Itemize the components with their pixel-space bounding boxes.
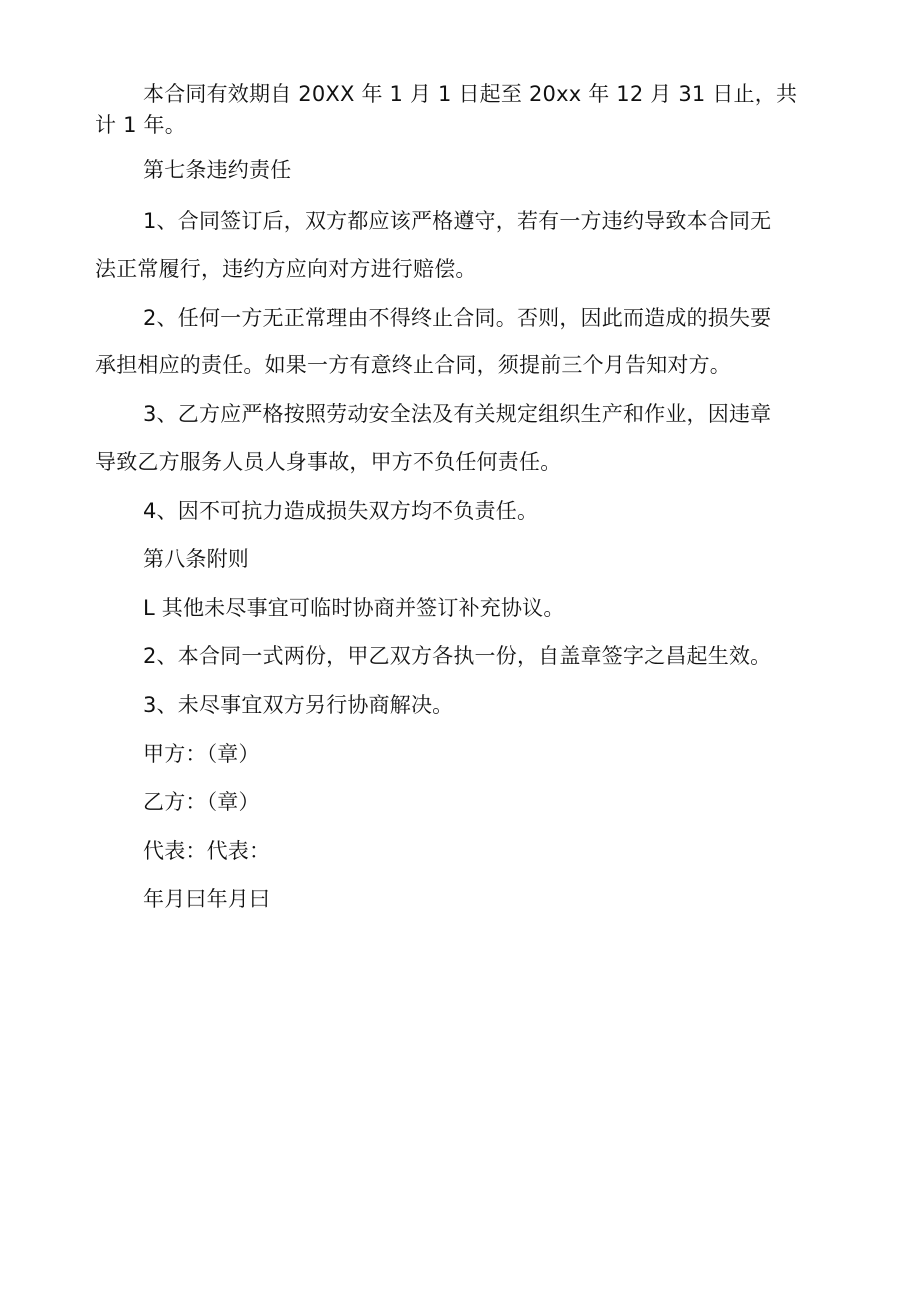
article-7-heading: 第七条违约责任 — [143, 158, 292, 182]
clause-7-1-line-2: 法正常履行，违约方应向对方进行赔偿。 — [95, 257, 477, 281]
clause-8-2: 2、本合同一式两份，甲乙双方各执一份，自盖章签字之昌起生效。 — [143, 644, 772, 668]
clause-7-1-line-1: 1、合同签订后，双方都应该严格遵守，若有一方违约导致本合同无 — [143, 209, 772, 233]
clause-7-4: 4、因不可抗力造成损失双方均不负责任。 — [143, 499, 539, 523]
clause-8-1: L 其他未尽事宜可临时协商并签订补充协议。 — [143, 596, 565, 620]
clause-7-3-line-1: 3、乙方应严格按照劳动安全法及有关规定组织生产和作业，因违章 — [143, 402, 772, 426]
clause-7-2-line-1: 2、任何一方无正常理由不得终止合同。否则，因此而造成的损失要 — [143, 306, 772, 330]
validity-line-2: 计 1 年。 — [95, 113, 186, 137]
representative-line: 代表：代表： — [143, 839, 271, 863]
party-a-seal-line: 甲方：（章） — [143, 742, 260, 766]
date-line: 年月曰年月曰 — [143, 887, 271, 911]
clause-7-2-line-2: 承担相应的责任。如果一方有意终止合同，须提前三个月告知对方。 — [95, 353, 731, 377]
validity-line-1: 本合同有效期自 20XX 年 1 月 1 日起至 20xx 年 12 月 31 日止，共 — [143, 82, 798, 106]
clause-8-3: 3、未尽事宜双方另行协商解决。 — [143, 693, 454, 717]
clause-7-3-line-2: 导致乙方服务人员人身事故，甲方不负任何责任。 — [95, 450, 562, 474]
article-8-heading: 第八条附则 — [143, 547, 249, 571]
party-b-seal-line: 乙方：（章） — [143, 790, 260, 814]
